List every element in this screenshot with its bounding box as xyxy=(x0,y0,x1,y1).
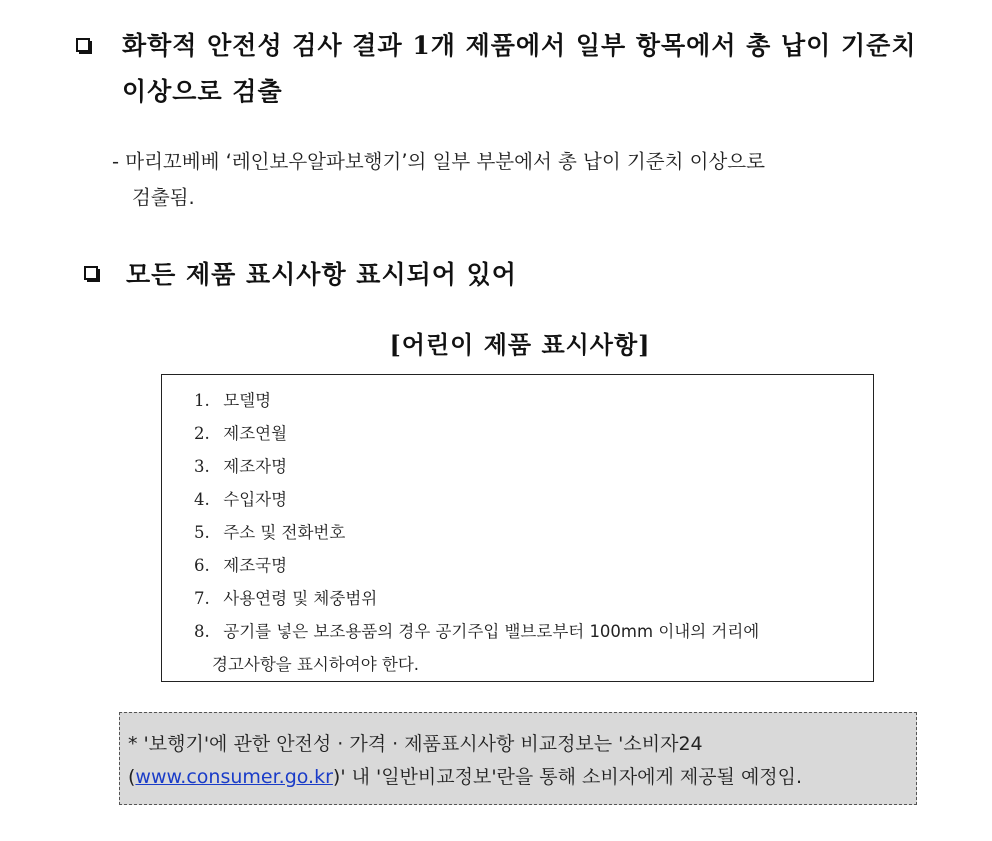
label-item: 3. 제조자명 xyxy=(194,457,288,476)
label-item: 1. 모델명 xyxy=(194,391,272,410)
label-item-continuation: 경고사항을 표시하여야 한다. xyxy=(212,655,420,674)
section1-heading-line1: 화학적 안전성 검사 결과 1개 제품에서 일부 항목에서 총 납이 기준치 xyxy=(122,31,917,60)
section1-heading-line2: 이상으로 검출 xyxy=(122,77,283,106)
section2-heading: 모든 제품 표시사항 표시되어 있어 xyxy=(126,260,517,289)
consumer-info-note xyxy=(119,712,917,805)
label-item: 7. 사용연령 및 체중범위 xyxy=(194,589,378,608)
label-item: 2. 제조연월 xyxy=(194,424,288,443)
section1-bullet-icon xyxy=(76,38,92,54)
section2-bullet-icon xyxy=(84,266,100,282)
label-item: 6. 제조국명 xyxy=(194,556,288,575)
section1-detail-line1: - 마리꼬베베 ‘레인보우알파보행기’의 일부 부분에서 총 납이 기준치 이상으로 xyxy=(112,150,765,173)
section1-detail-line2: 검출됨. xyxy=(132,186,195,209)
label-table-title: [어린이 제품 표시사항] xyxy=(389,330,651,359)
label-item: 5. 주소 및 전화번호 xyxy=(194,523,346,542)
label-item: 4. 수입자명 xyxy=(194,490,288,509)
note-line2: (www.consumer.go.kr)' 내 '일반비교정보'란을 통해 소비자에게 제공될 예정임. xyxy=(128,766,803,788)
consumer-site-link[interactable]: www.consumer.go.kr xyxy=(135,766,333,788)
note-line1: * '보행기'에 관한 안전성 · 가격 · 제품표시사항 비교정보는 '소비자24 xyxy=(128,733,703,755)
label-item: 8. 공기를 넣은 보조용품의 경우 공기주입 밸브로부터 100mm 이내의 거리에 xyxy=(194,622,760,641)
label-table-box xyxy=(161,374,874,682)
